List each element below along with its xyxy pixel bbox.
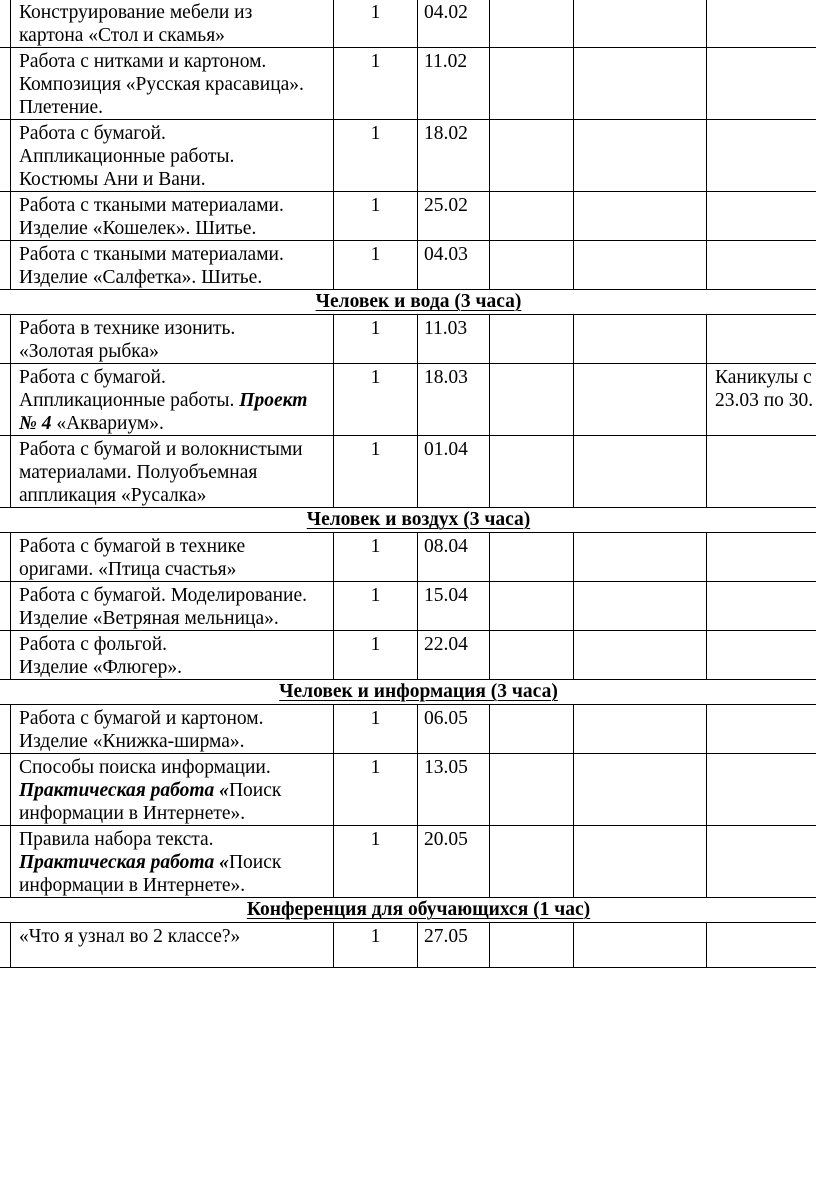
- section-row: [0, 898, 816, 923]
- empty-cell: [574, 582, 707, 631]
- actual-date-cell: [490, 120, 574, 192]
- topic-line: Работа с бумагой.: [19, 367, 166, 388]
- topic-line: Изделие «Флюгер».: [19, 657, 182, 678]
- topic-line: Работа с ткаными материалами.: [19, 244, 284, 265]
- section-heading: [0, 290, 816, 315]
- actual-date-cell: [490, 631, 574, 680]
- topic-line: оригами. «Птица счастья»: [19, 559, 237, 580]
- row-marker-cell: [0, 364, 11, 436]
- date-cell: 04.02: [418, 0, 490, 48]
- actual-date-cell: [490, 0, 574, 48]
- empty-cell: [574, 826, 707, 898]
- table-row: [0, 705, 816, 754]
- table-row: [0, 436, 816, 508]
- actual-date-cell: [490, 826, 574, 898]
- topic-line: Изделие «Ветряная мельница».: [19, 608, 279, 629]
- table-row: [0, 0, 816, 48]
- date-cell: 13.05: [418, 754, 490, 826]
- row-marker-cell: [0, 48, 11, 120]
- note-line: 23.03 по 30.: [715, 390, 814, 411]
- topic-cell: [11, 582, 334, 631]
- topic-cell: [11, 705, 334, 754]
- hours-cell: 1: [334, 241, 418, 290]
- hours-cell: 1: [334, 533, 418, 582]
- section-title: Человек и вода (3 часа): [315, 291, 522, 312]
- topic-cell: [11, 923, 334, 968]
- row-marker-cell: [0, 0, 11, 48]
- hours-cell: 1: [334, 754, 418, 826]
- note-cell: [707, 533, 816, 582]
- row-marker-cell: [0, 826, 11, 898]
- topic-line: Работа в технике изонить.: [19, 318, 236, 339]
- hours-cell: 1: [334, 364, 418, 436]
- actual-date-cell: [490, 582, 574, 631]
- topic-text: Поиск: [228, 852, 282, 873]
- topic-line: Изделие «Кошелек». Шитье.: [19, 218, 257, 239]
- hours-cell: 1: [334, 48, 418, 120]
- empty-cell: [574, 192, 707, 241]
- topic-line: Изделие «Книжка-ширма».: [19, 731, 245, 752]
- note-cell: [707, 436, 816, 508]
- empty-cell: [574, 241, 707, 290]
- note-cell: [707, 0, 816, 48]
- hours-cell: 1: [334, 582, 418, 631]
- empty-cell: [574, 315, 707, 364]
- topic-cell: [11, 364, 334, 436]
- topic-cell: [11, 631, 334, 680]
- topic-cell: [11, 48, 334, 120]
- topic-line: Правила набора текста.: [19, 829, 214, 850]
- row-marker-cell: [0, 241, 11, 290]
- section-title: Человек и информация (3 часа): [279, 681, 558, 702]
- topic-line: Композиция «Русская красавица».: [19, 74, 304, 95]
- date-cell: 11.02: [418, 48, 490, 120]
- table-row: [0, 192, 816, 241]
- topic-cell: [11, 241, 334, 290]
- date-cell: 15.04: [418, 582, 490, 631]
- section-heading: [0, 508, 816, 533]
- section-row: [0, 680, 816, 705]
- topic-line: Костюмы Ани и Вани.: [19, 169, 206, 190]
- empty-cell: [574, 0, 707, 48]
- row-marker-cell: [0, 192, 11, 241]
- topic-line: Способы поиска информации.: [19, 757, 271, 778]
- topic-cell: [11, 754, 334, 826]
- section-row: [0, 508, 816, 533]
- empty-cell: [574, 923, 707, 968]
- note-cell: [707, 923, 816, 968]
- note-cell: [707, 631, 816, 680]
- note-cell: [707, 48, 816, 120]
- table-row: [0, 533, 816, 582]
- table-row: [0, 120, 816, 192]
- table-row: [0, 923, 816, 968]
- note-cell: [707, 315, 816, 364]
- section-title: Человек и воздух (3 часа): [306, 509, 531, 530]
- topic-cell: [11, 436, 334, 508]
- topic-cell: [11, 826, 334, 898]
- topic-line: Работа с бумагой в технике: [19, 536, 246, 557]
- note-cell: [707, 192, 816, 241]
- practical-label: Практическая работа «: [19, 780, 229, 801]
- practical-label: Практическая работа «: [19, 852, 229, 873]
- topic-line: [19, 412, 333, 435]
- topic-line: картона «Стол и скамья»: [19, 25, 225, 46]
- actual-date-cell: [490, 705, 574, 754]
- note-cell: [707, 826, 816, 898]
- topic-line: Конструирование мебели из: [19, 2, 253, 23]
- topic-line: [19, 389, 333, 412]
- hours-cell: 1: [334, 120, 418, 192]
- topic-text: Поиск: [228, 780, 282, 801]
- topic-line: Работа с бумагой. Моделирование.: [19, 585, 308, 606]
- topic-line: Работа с бумагой и картоном.: [19, 708, 264, 729]
- topic-cell: [11, 0, 334, 48]
- actual-date-cell: [490, 436, 574, 508]
- project-label: Проект: [239, 390, 308, 411]
- table-row: [0, 631, 816, 680]
- topic-cell: [11, 192, 334, 241]
- hours-cell: 1: [334, 631, 418, 680]
- table-row: [0, 48, 816, 120]
- topic-line: аппликация «Русалка»: [19, 485, 207, 506]
- topic-cell: [11, 120, 334, 192]
- empty-cell: [574, 631, 707, 680]
- date-cell: 18.02: [418, 120, 490, 192]
- note-cell: [707, 705, 816, 754]
- empty-cell: [574, 48, 707, 120]
- section-heading: [0, 898, 816, 923]
- row-marker-cell: [0, 315, 11, 364]
- empty-cell: [574, 364, 707, 436]
- topic-line: [19, 851, 333, 874]
- date-cell: 06.05: [418, 705, 490, 754]
- row-marker-cell: [0, 120, 11, 192]
- table-row: [0, 826, 816, 898]
- actual-date-cell: [490, 364, 574, 436]
- actual-date-cell: [490, 754, 574, 826]
- topic-line: Работа с нитками и картоном.: [19, 51, 267, 72]
- date-cell: 08.04: [418, 533, 490, 582]
- empty-cell: [574, 705, 707, 754]
- topic-line: Плетение.: [19, 97, 104, 118]
- row-marker-cell: [0, 582, 11, 631]
- actual-date-cell: [490, 192, 574, 241]
- hours-cell: 1: [334, 315, 418, 364]
- topic-line: Работа с ткаными материалами.: [19, 195, 284, 216]
- hours-cell: 1: [334, 923, 418, 968]
- date-cell: 22.04: [418, 631, 490, 680]
- topic-line: информации в Интернете».: [19, 875, 246, 896]
- date-cell: 27.05: [418, 923, 490, 968]
- row-marker-cell: [0, 533, 11, 582]
- empty-cell: [574, 754, 707, 826]
- hours-cell: 1: [334, 0, 418, 48]
- actual-date-cell: [490, 315, 574, 364]
- date-cell: 25.02: [418, 192, 490, 241]
- row-marker-cell: [0, 631, 11, 680]
- date-cell: 20.05: [418, 826, 490, 898]
- table-row: [0, 315, 816, 364]
- section-title: Конференция для обучающихся (1 час): [246, 899, 591, 920]
- empty-cell: [574, 533, 707, 582]
- topic-line: Аппликационные работы.: [19, 146, 235, 167]
- actual-date-cell: [490, 241, 574, 290]
- note-cell: [707, 241, 816, 290]
- date-cell: 18.03: [418, 364, 490, 436]
- topic-line: «Что я узнал во 2 классе?»: [19, 926, 241, 947]
- topic-line: «Золотая рыбка»: [19, 341, 159, 362]
- row-marker-cell: [0, 754, 11, 826]
- row-marker-cell: [0, 436, 11, 508]
- hours-cell: 1: [334, 436, 418, 508]
- table-row: [0, 241, 816, 290]
- topic-line: Работа с бумагой и волокнистыми: [19, 439, 303, 460]
- topic-text: «Аквариум».: [51, 413, 164, 434]
- table-row: [0, 754, 816, 826]
- section-row: [0, 290, 816, 315]
- date-cell: 04.03: [418, 241, 490, 290]
- date-cell: 11.03: [418, 315, 490, 364]
- topic-line: Изделие «Салфетка». Шитье.: [19, 267, 263, 288]
- empty-cell: [574, 436, 707, 508]
- topic-cell: [11, 533, 334, 582]
- note-cell: [707, 120, 816, 192]
- topic-line: материалами. Полуобъемная: [19, 462, 258, 483]
- topic-text: Аппликационные работы.: [19, 390, 240, 411]
- note-cell: [707, 582, 816, 631]
- note-cell: [707, 364, 816, 436]
- hours-cell: 1: [334, 192, 418, 241]
- note-cell: [707, 754, 816, 826]
- section-heading: [0, 680, 816, 705]
- table-row: [0, 364, 816, 436]
- actual-date-cell: [490, 923, 574, 968]
- topic-line: Работа с бумагой.: [19, 123, 166, 144]
- note-line: Каникулы с: [715, 367, 812, 388]
- empty-cell: [574, 120, 707, 192]
- actual-date-cell: [490, 48, 574, 120]
- hours-cell: 1: [334, 826, 418, 898]
- hours-cell: 1: [334, 705, 418, 754]
- date-cell: 01.04: [418, 436, 490, 508]
- table-row: [0, 582, 816, 631]
- topic-line: [19, 779, 333, 802]
- row-marker-cell: [0, 705, 11, 754]
- actual-date-cell: [490, 533, 574, 582]
- row-marker-cell: [0, 923, 11, 968]
- project-number: № 4: [19, 413, 52, 434]
- topic-line: Работа с фольгой.: [19, 634, 168, 655]
- topic-line: информации в Интернете».: [19, 803, 246, 824]
- topic-cell: [11, 315, 334, 364]
